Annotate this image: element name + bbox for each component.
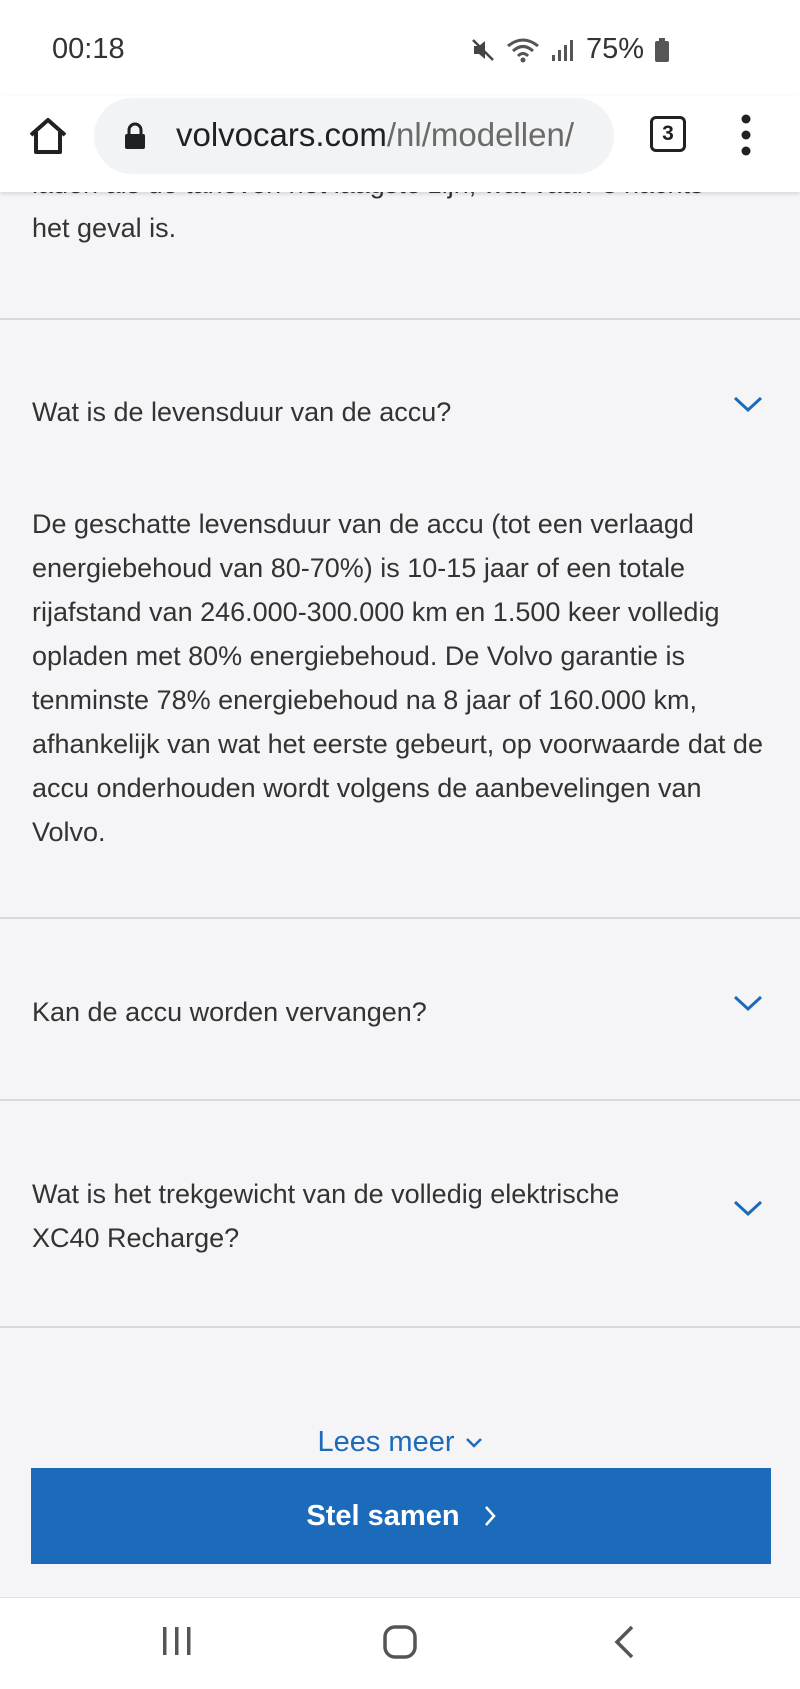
lock-icon xyxy=(124,122,146,150)
chevron-down-icon[interactable] xyxy=(733,396,763,414)
faq-question[interactable]: Wat is het trekgewicht van de volledig elektrische XC40 Recharge? xyxy=(32,1179,620,1253)
status-bar xyxy=(0,0,800,100)
faq-question[interactable]: Wat is de levensduur van de accu? xyxy=(32,397,452,427)
previous-answer-line-2: het geval is. xyxy=(32,213,177,243)
home-nav-icon[interactable] xyxy=(382,1624,418,1660)
read-more-label: Lees meer xyxy=(317,1426,455,1458)
tab-switcher-button[interactable]: 3 xyxy=(650,116,686,152)
chevron-down-icon[interactable] xyxy=(733,1200,763,1218)
chevron-down-icon[interactable] xyxy=(733,995,763,1013)
read-more-link[interactable] xyxy=(0,1426,800,1459)
divider xyxy=(0,318,800,320)
back-icon[interactable] xyxy=(612,1624,636,1660)
status-icons xyxy=(470,33,670,66)
system-nav-bar xyxy=(0,1597,800,1689)
battery-icon xyxy=(654,37,670,63)
battery-percent: 75% xyxy=(585,33,644,65)
faq-question[interactable]: Kan de accu worden vervangen? xyxy=(32,997,427,1027)
status-time: 00:18 xyxy=(52,33,125,65)
more-menu-icon[interactable] xyxy=(740,114,752,156)
home-icon[interactable] xyxy=(26,114,70,158)
url-text[interactable] xyxy=(176,116,574,154)
address-bar[interactable] xyxy=(94,98,614,174)
chevron-right-icon xyxy=(484,1505,496,1527)
divider xyxy=(0,917,800,919)
url-domain: volvocars.com xyxy=(176,116,387,153)
chevron-down-icon xyxy=(465,1437,483,1449)
page-content xyxy=(0,192,800,1597)
divider xyxy=(0,1099,800,1101)
browser-toolbar xyxy=(0,96,800,192)
recent-apps-icon[interactable] xyxy=(160,1624,194,1658)
faq-answer: De geschatte levensduur van de accu (tot een verlaagd energiebehoud van 80-70%) is 10-15 jaar of een totale rijafstand van 246.000-300.000 km en 1.500 keer volledig opladen met 80% energiebehoud. De Volvo garantie is tenminste 78% energiebehoud na 8 jaar of 160.000 km, afhankelijk van wat het eerste gebeurt, op voorwaarde dat de accu onderhouden wordt volgens de aanbevelingen van Volvo. xyxy=(32,509,763,847)
configure-button[interactable] xyxy=(31,1468,771,1564)
wifi-icon xyxy=(506,37,540,63)
mute-icon xyxy=(470,37,496,63)
divider xyxy=(0,1326,800,1328)
configure-button-label: Stel samen xyxy=(306,1499,460,1532)
url-path: /nl/modellen/ xyxy=(386,116,574,153)
signal-icon xyxy=(550,37,576,63)
